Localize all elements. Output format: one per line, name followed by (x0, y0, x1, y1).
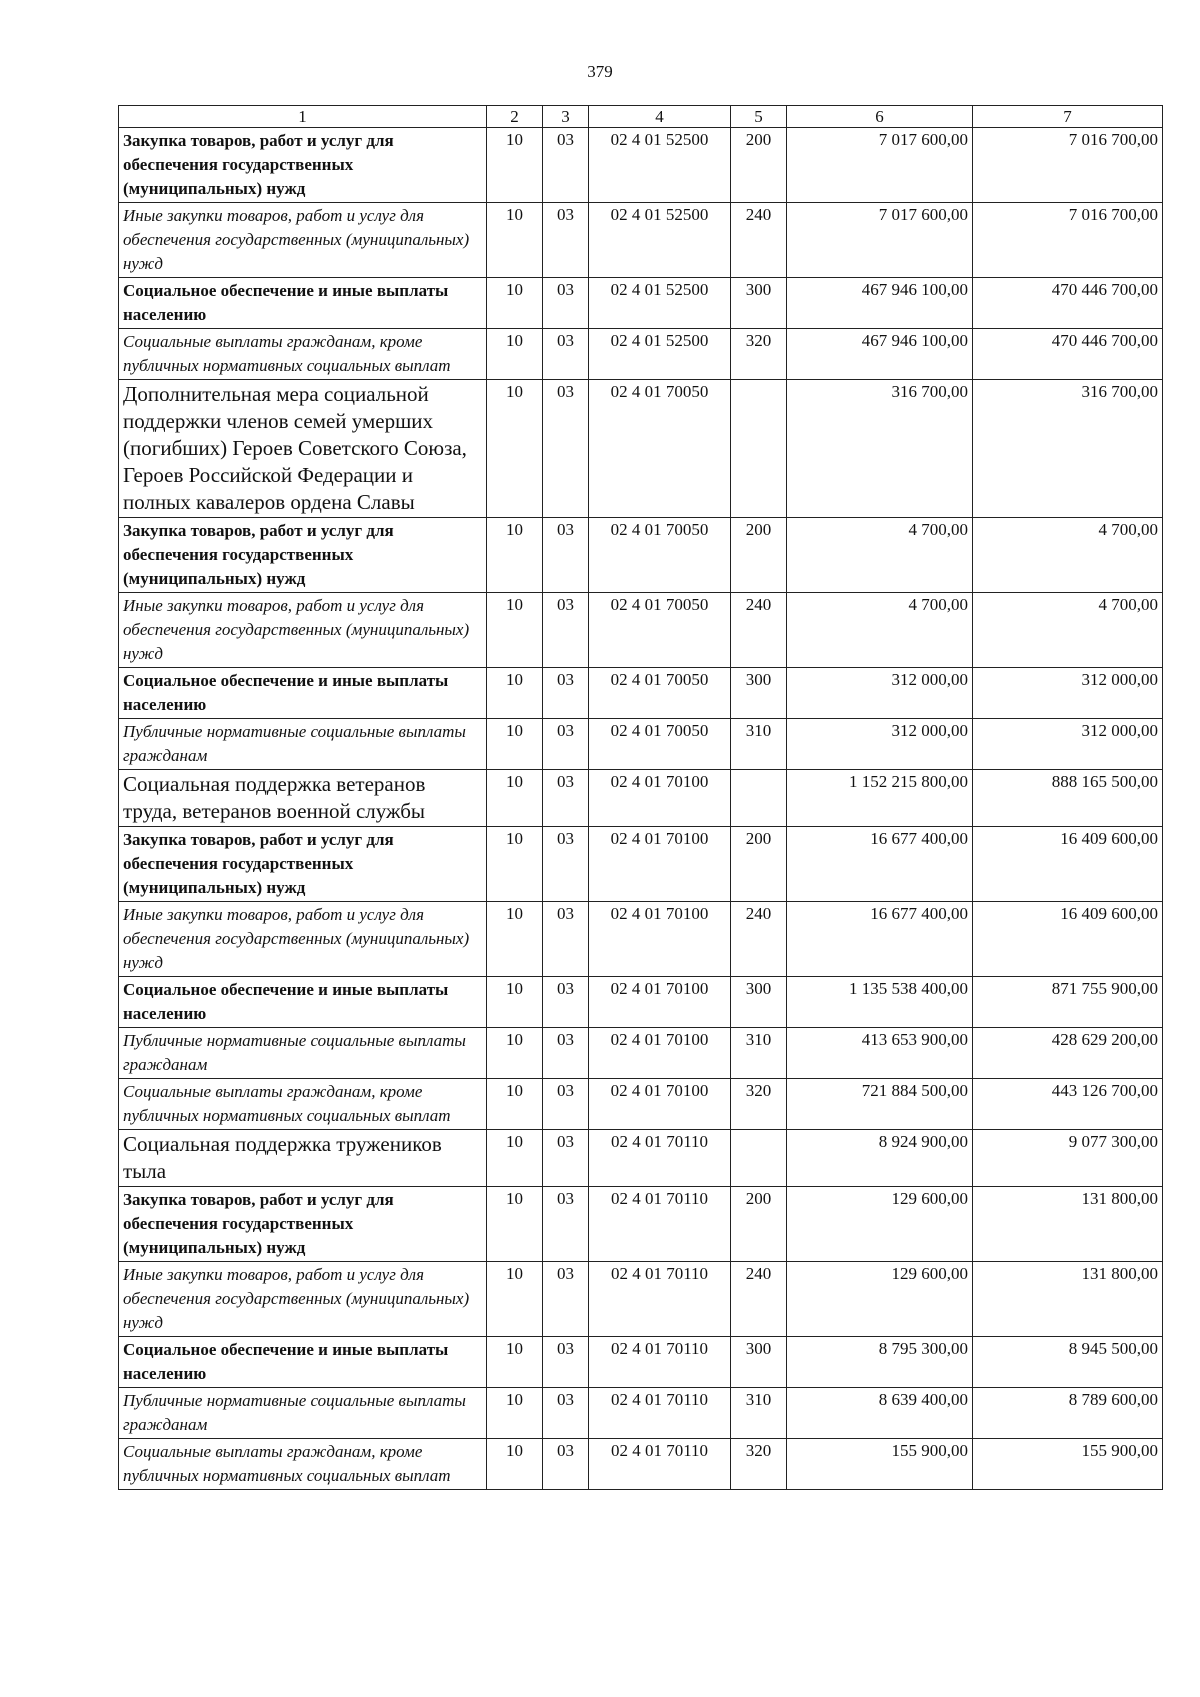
subsection-code-cell: 03 (543, 380, 589, 518)
subsection-code-cell: 03 (543, 128, 589, 203)
section-code-cell: 10 (487, 1079, 543, 1130)
section-code-cell: 10 (487, 902, 543, 977)
target-article-cell: 02 4 01 70110 (589, 1337, 731, 1388)
target-article-cell: 02 4 01 70100 (589, 770, 731, 827)
expense-type-cell: 240 (731, 203, 787, 278)
subsection-code-cell: 03 (543, 1130, 589, 1187)
amount-year1-cell: 155 900,00 (787, 1439, 973, 1490)
row-name-cell: Иные закупки товаров, работ и услуг для обеспечения государственных (муниципальных) нужд (119, 203, 487, 278)
amount-year1-cell: 413 653 900,00 (787, 1028, 973, 1079)
subsection-code-cell: 03 (543, 1337, 589, 1388)
table-row (119, 668, 1163, 719)
amount-year2-cell: 16 409 600,00 (973, 902, 1163, 977)
amount-year2-cell: 443 126 700,00 (973, 1079, 1163, 1130)
amount-year1-cell: 8 795 300,00 (787, 1337, 973, 1388)
row-name-cell: Закупка товаров, работ и услуг для обеспечения государственных (муниципальных) нужд (119, 827, 487, 902)
section-code-cell: 10 (487, 128, 543, 203)
target-article-cell: 02 4 01 52500 (589, 278, 731, 329)
header-cell: 2 (487, 106, 543, 128)
amount-year1-cell: 1 152 215 800,00 (787, 770, 973, 827)
subsection-code-cell: 03 (543, 593, 589, 668)
target-article-cell: 02 4 01 70100 (589, 1079, 731, 1130)
amount-year2-cell: 4 700,00 (973, 518, 1163, 593)
amount-year1-cell: 7 017 600,00 (787, 203, 973, 278)
row-name-cell: Закупка товаров, работ и услуг для обеспечения государственных (муниципальных) нужд (119, 1187, 487, 1262)
row-name-cell: Иные закупки товаров, работ и услуг для обеспечения государственных (муниципальных) нужд (119, 1262, 487, 1337)
target-article-cell: 02 4 01 70050 (589, 668, 731, 719)
target-article-cell: 02 4 01 70110 (589, 1130, 731, 1187)
row-name-cell: Социальные выплаты гражданам, кроме публичных нормативных социальных выплат (119, 1439, 487, 1490)
row-name-cell: Социальное обеспечение и иные выплаты населению (119, 278, 487, 329)
header-cell: 1 (119, 106, 487, 128)
subsection-code-cell: 03 (543, 902, 589, 977)
amount-year2-cell: 7 016 700,00 (973, 203, 1163, 278)
page-number: 379 (587, 62, 613, 81)
section-code-cell: 10 (487, 719, 543, 770)
subsection-code-cell: 03 (543, 1388, 589, 1439)
target-article-cell: 02 4 01 70100 (589, 827, 731, 902)
subsection-code-cell: 03 (543, 1079, 589, 1130)
row-name-cell: Иные закупки товаров, работ и услуг для обеспечения государственных (муниципальных) нужд (119, 902, 487, 977)
table-row (119, 770, 1163, 827)
section-code-cell: 10 (487, 668, 543, 719)
table-row (119, 1187, 1163, 1262)
amount-year2-cell: 8 789 600,00 (973, 1388, 1163, 1439)
subsection-code-cell: 03 (543, 1262, 589, 1337)
expense-type-cell: 310 (731, 719, 787, 770)
table-row (119, 128, 1163, 203)
expense-type-cell: 320 (731, 329, 787, 380)
section-code-cell: 10 (487, 1028, 543, 1079)
expense-type-cell: 200 (731, 518, 787, 593)
target-article-cell: 02 4 01 70110 (589, 1439, 731, 1490)
subsection-code-cell: 03 (543, 518, 589, 593)
section-code-cell: 10 (487, 593, 543, 668)
amount-year2-cell: 131 800,00 (973, 1187, 1163, 1262)
expense-type-cell: 240 (731, 1262, 787, 1337)
amount-year1-cell: 1 135 538 400,00 (787, 977, 973, 1028)
expense-type-cell: 200 (731, 128, 787, 203)
amount-year2-cell: 155 900,00 (973, 1439, 1163, 1490)
section-code-cell: 10 (487, 1337, 543, 1388)
section-code-cell: 10 (487, 518, 543, 593)
amount-year2-cell: 131 800,00 (973, 1262, 1163, 1337)
target-article-cell: 02 4 01 52500 (589, 128, 731, 203)
amount-year1-cell: 312 000,00 (787, 668, 973, 719)
table-row (119, 827, 1163, 902)
expense-type-cell: 300 (731, 278, 787, 329)
expense-type-cell: 310 (731, 1388, 787, 1439)
expense-type-cell: 300 (731, 668, 787, 719)
subsection-code-cell: 03 (543, 1028, 589, 1079)
target-article-cell: 02 4 01 70100 (589, 977, 731, 1028)
table-row (119, 329, 1163, 380)
row-name-cell: Социальные выплаты гражданам, кроме публичных нормативных социальных выплат (119, 1079, 487, 1130)
amount-year2-cell: 871 755 900,00 (973, 977, 1163, 1028)
table-row (119, 1337, 1163, 1388)
target-article-cell: 02 4 01 70050 (589, 719, 731, 770)
amount-year1-cell: 16 677 400,00 (787, 827, 973, 902)
amount-year1-cell: 129 600,00 (787, 1187, 973, 1262)
table-row (119, 278, 1163, 329)
target-article-cell: 02 4 01 52500 (589, 203, 731, 278)
subsection-code-cell: 03 (543, 668, 589, 719)
row-name-cell: Социальная поддержка ветеранов труда, ветеранов военной службы (119, 770, 487, 827)
expense-type-cell: 320 (731, 1079, 787, 1130)
target-article-cell: 02 4 01 70100 (589, 1028, 731, 1079)
amount-year1-cell: 316 700,00 (787, 380, 973, 518)
row-name-cell: Социальное обеспечение и иные выплаты населению (119, 1337, 487, 1388)
table-row (119, 902, 1163, 977)
amount-year2-cell: 4 700,00 (973, 593, 1163, 668)
section-code-cell: 10 (487, 1130, 543, 1187)
row-name-cell: Закупка товаров, работ и услуг для обеспечения государственных (муниципальных) нужд (119, 518, 487, 593)
target-article-cell: 02 4 01 70050 (589, 518, 731, 593)
target-article-cell: 02 4 01 70050 (589, 593, 731, 668)
expense-type-cell (731, 380, 787, 518)
expense-type-cell (731, 770, 787, 827)
amount-year2-cell: 470 446 700,00 (973, 329, 1163, 380)
expense-type-cell: 200 (731, 1187, 787, 1262)
header-cell: 3 (543, 106, 589, 128)
table-row (119, 977, 1163, 1028)
expense-type-cell: 200 (731, 827, 787, 902)
subsection-code-cell: 03 (543, 329, 589, 380)
row-name-cell: Публичные нормативные социальные выплаты гражданам (119, 1028, 487, 1079)
table-row (119, 1130, 1163, 1187)
table-row (119, 518, 1163, 593)
section-code-cell: 10 (487, 329, 543, 380)
amount-year1-cell: 312 000,00 (787, 719, 973, 770)
table-row (119, 719, 1163, 770)
target-article-cell: 02 4 01 52500 (589, 329, 731, 380)
row-name-cell: Социальная поддержка тружеников тыла (119, 1130, 487, 1187)
amount-year2-cell: 8 945 500,00 (973, 1337, 1163, 1388)
section-code-cell: 10 (487, 977, 543, 1028)
target-article-cell: 02 4 01 70100 (589, 902, 731, 977)
expense-type-cell: 310 (731, 1028, 787, 1079)
subsection-code-cell: 03 (543, 719, 589, 770)
table-row (119, 1439, 1163, 1490)
section-code-cell: 10 (487, 1262, 543, 1337)
amount-year1-cell: 8 639 400,00 (787, 1388, 973, 1439)
row-name-cell: Публичные нормативные социальные выплаты гражданам (119, 1388, 487, 1439)
amount-year1-cell: 721 884 500,00 (787, 1079, 973, 1130)
table-body (119, 128, 1163, 1490)
amount-year2-cell: 7 016 700,00 (973, 128, 1163, 203)
table-row (119, 1262, 1163, 1337)
amount-year2-cell: 316 700,00 (973, 380, 1163, 518)
header-row (119, 106, 1163, 128)
section-code-cell: 10 (487, 1187, 543, 1262)
expense-type-cell: 240 (731, 593, 787, 668)
header-cell: 4 (589, 106, 731, 128)
section-code-cell: 10 (487, 827, 543, 902)
header-cell: 5 (731, 106, 787, 128)
amount-year1-cell: 4 700,00 (787, 518, 973, 593)
amount-year1-cell: 467 946 100,00 (787, 278, 973, 329)
section-code-cell: 10 (487, 1388, 543, 1439)
subsection-code-cell: 03 (543, 827, 589, 902)
budget-table (118, 105, 1163, 1490)
row-name-cell: Социальные выплаты гражданам, кроме публичных нормативных социальных выплат (119, 329, 487, 380)
subsection-code-cell: 03 (543, 1439, 589, 1490)
amount-year1-cell: 16 677 400,00 (787, 902, 973, 977)
subsection-code-cell: 03 (543, 977, 589, 1028)
amount-year1-cell: 467 946 100,00 (787, 329, 973, 380)
row-name-cell: Социальное обеспечение и иные выплаты населению (119, 977, 487, 1028)
subsection-code-cell: 03 (543, 1187, 589, 1262)
amount-year2-cell: 888 165 500,00 (973, 770, 1163, 827)
amount-year2-cell: 312 000,00 (973, 719, 1163, 770)
amount-year1-cell: 4 700,00 (787, 593, 973, 668)
target-article-cell: 02 4 01 70110 (589, 1262, 731, 1337)
table-row (119, 1388, 1163, 1439)
subsection-code-cell: 03 (543, 203, 589, 278)
expense-type-cell: 320 (731, 1439, 787, 1490)
table-row (119, 203, 1163, 278)
expense-type-cell: 300 (731, 977, 787, 1028)
section-code-cell: 10 (487, 278, 543, 329)
row-name-cell: Публичные нормативные социальные выплаты гражданам (119, 719, 487, 770)
section-code-cell: 10 (487, 380, 543, 518)
amount-year2-cell: 428 629 200,00 (973, 1028, 1163, 1079)
header-cell: 6 (787, 106, 973, 128)
row-name-cell: Иные закупки товаров, работ и услуг для обеспечения государственных (муниципальных) нужд (119, 593, 487, 668)
expense-type-cell: 240 (731, 902, 787, 977)
target-article-cell: 02 4 01 70050 (589, 380, 731, 518)
section-code-cell: 10 (487, 1439, 543, 1490)
expense-type-cell (731, 1130, 787, 1187)
table-row (119, 1028, 1163, 1079)
target-article-cell: 02 4 01 70110 (589, 1187, 731, 1262)
header-cell: 7 (973, 106, 1163, 128)
amount-year2-cell: 9 077 300,00 (973, 1130, 1163, 1187)
expense-type-cell: 300 (731, 1337, 787, 1388)
amount-year1-cell: 7 017 600,00 (787, 128, 973, 203)
amount-year2-cell: 470 446 700,00 (973, 278, 1163, 329)
target-article-cell: 02 4 01 70110 (589, 1388, 731, 1439)
row-name-cell: Социальное обеспечение и иные выплаты населению (119, 668, 487, 719)
table-row (119, 380, 1163, 518)
amount-year2-cell: 312 000,00 (973, 668, 1163, 719)
table-row (119, 593, 1163, 668)
amount-year2-cell: 16 409 600,00 (973, 827, 1163, 902)
row-name-cell: Дополнительная мера социальной поддержки членов семей умерших (погибших) Героев Советского Союза, Героев Российской Федерации и полных кавалеров ордена Славы (119, 380, 487, 518)
amount-year1-cell: 8 924 900,00 (787, 1130, 973, 1187)
amount-year1-cell: 129 600,00 (787, 1262, 973, 1337)
section-code-cell: 10 (487, 203, 543, 278)
row-name-cell: Закупка товаров, работ и услуг для обеспечения государственных (муниципальных) нужд (119, 128, 487, 203)
table-row (119, 1079, 1163, 1130)
subsection-code-cell: 03 (543, 770, 589, 827)
subsection-code-cell: 03 (543, 278, 589, 329)
section-code-cell: 10 (487, 770, 543, 827)
